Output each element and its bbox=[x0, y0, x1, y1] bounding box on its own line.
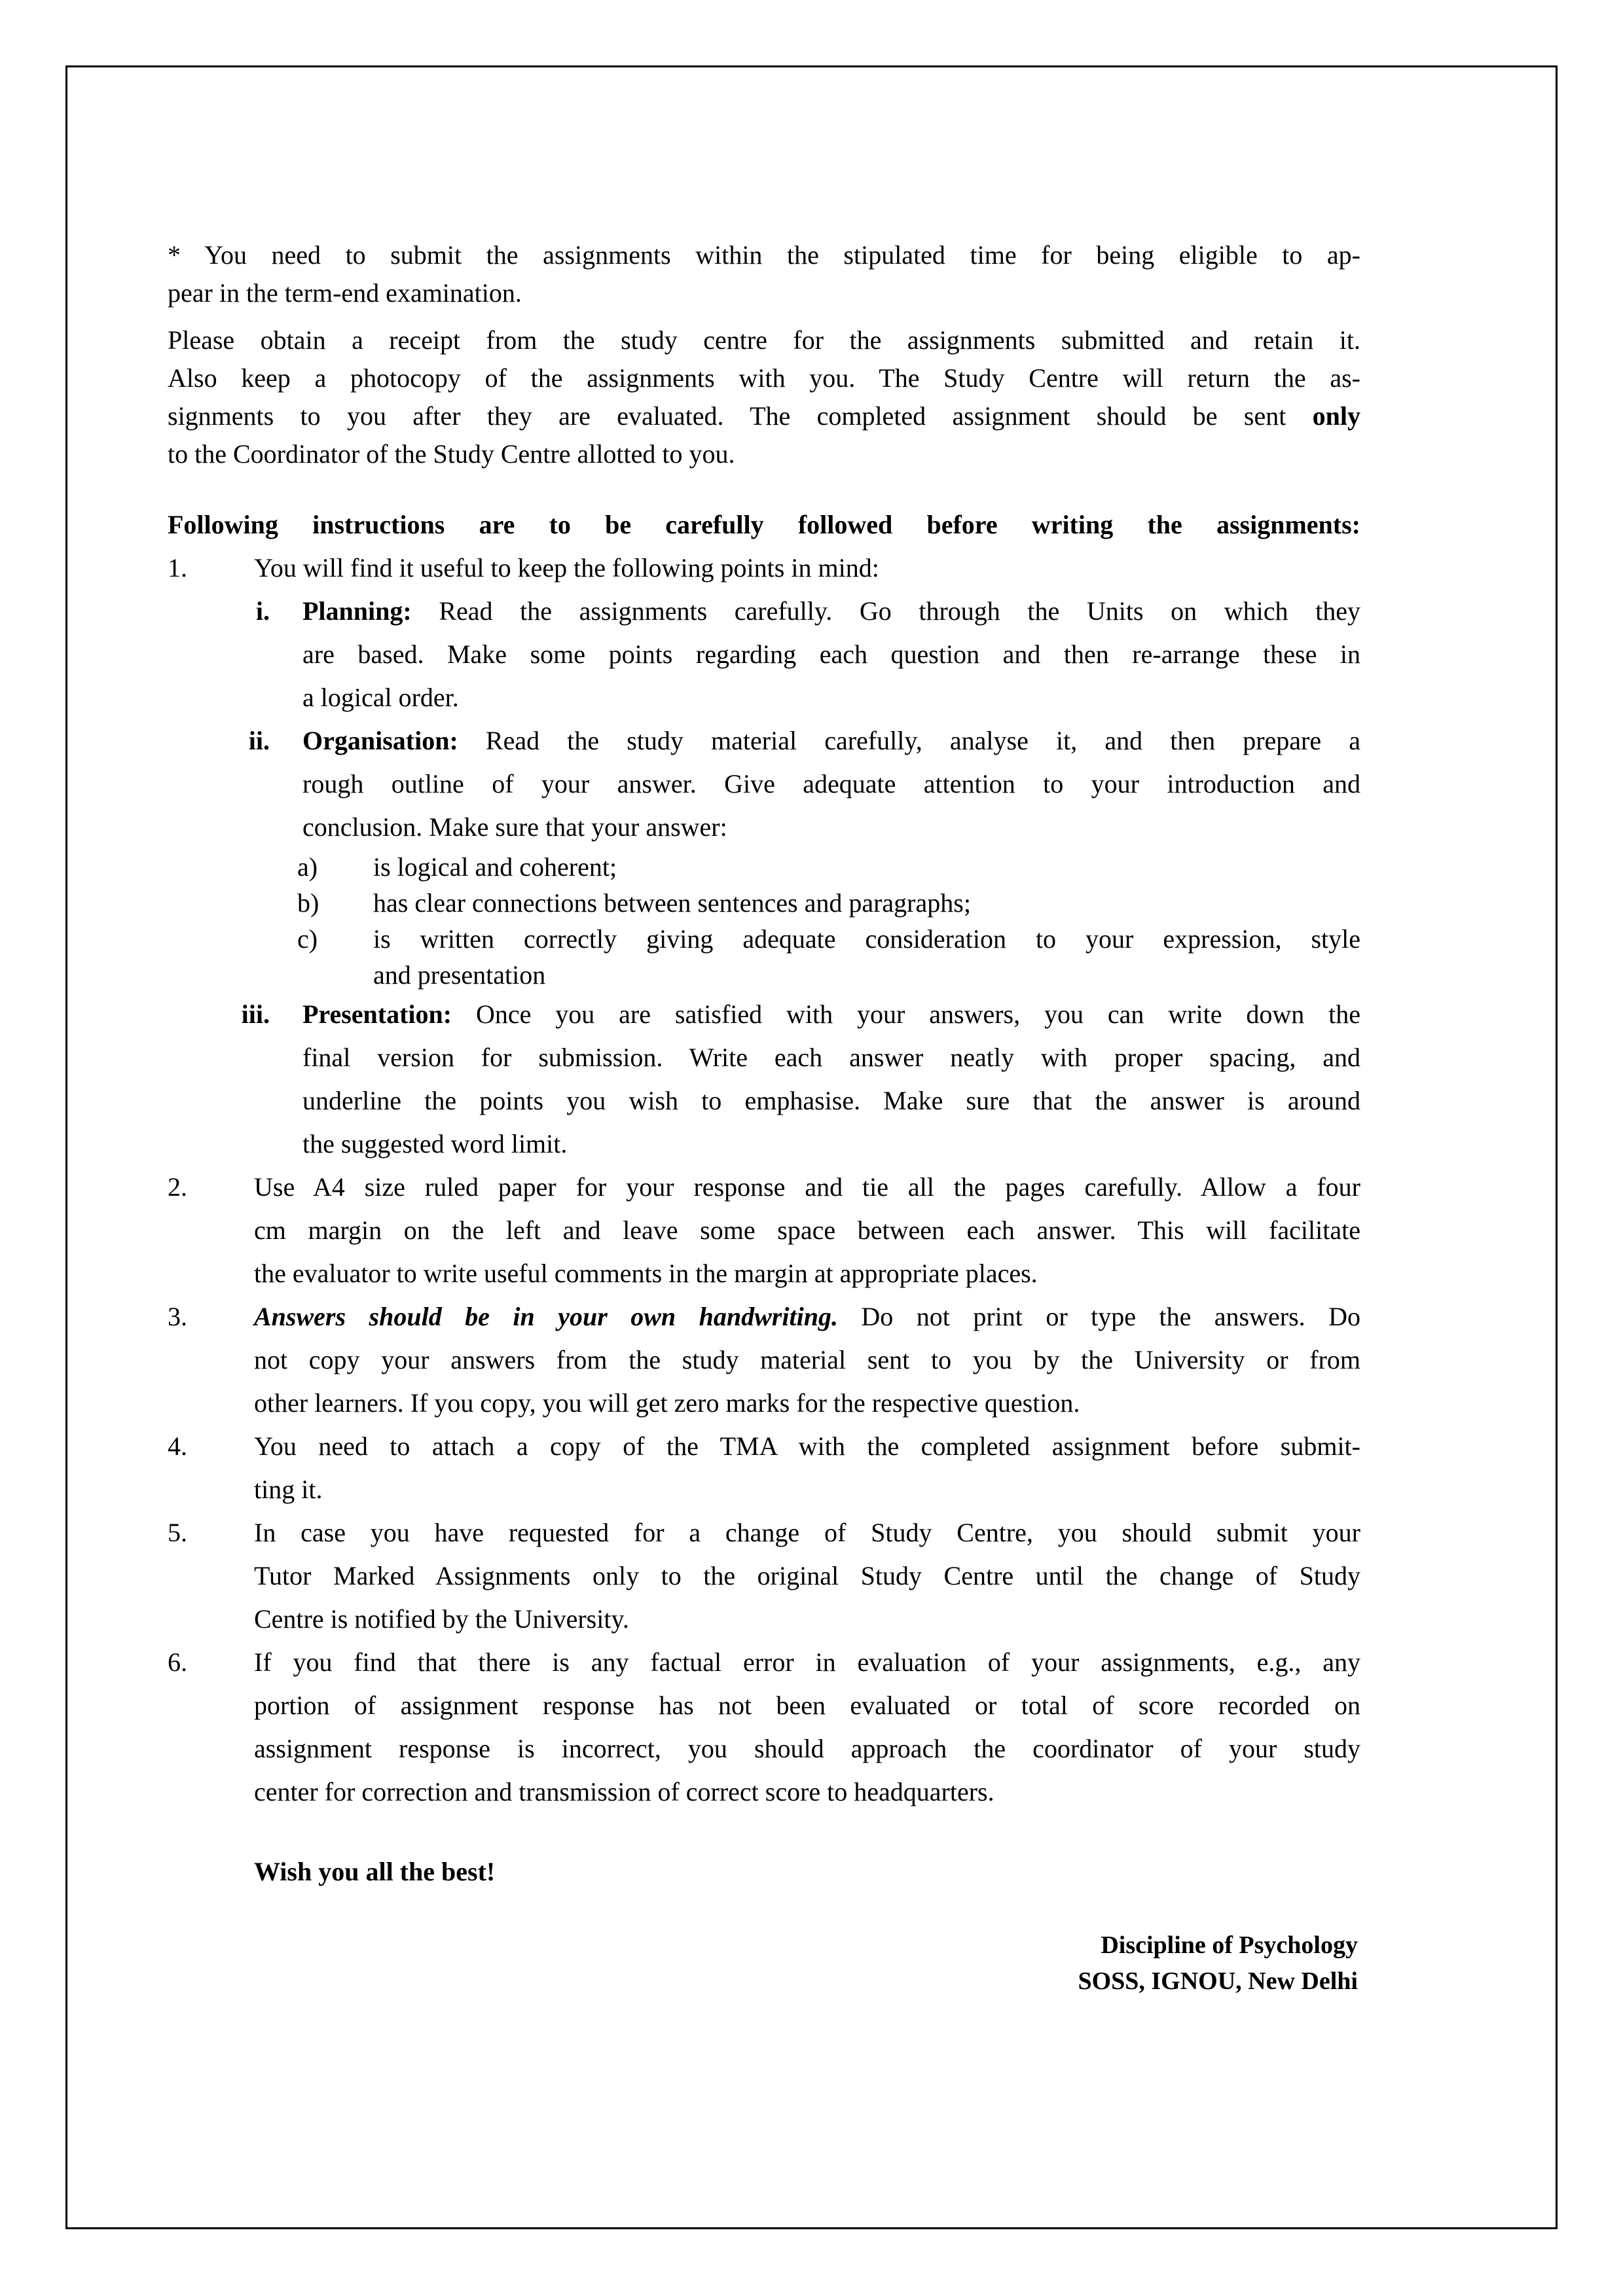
text-line bbox=[168, 397, 1360, 435]
point-c bbox=[168, 921, 1360, 993]
text-lines bbox=[254, 1425, 1360, 1511]
instructions-heading bbox=[168, 503, 1360, 547]
text-segment: signments to you after they are evaluated. The completed assignment should be sent bbox=[168, 401, 1313, 431]
signature-line: Discipline of Psychology bbox=[1101, 1931, 1358, 1959]
text-segment: underline the points you wish to emphasise. Make sure that the answer is around bbox=[302, 1086, 1360, 1115]
text-line bbox=[254, 1209, 1360, 1252]
list-marker bbox=[168, 1511, 254, 1554]
text-segment: to the Coordinator of the Study Centre allotted to you. bbox=[168, 439, 735, 469]
text-segment: a logical order. bbox=[302, 683, 459, 712]
text-segment: conclusion. Make sure that your answer: bbox=[302, 812, 727, 842]
text-line bbox=[254, 1684, 1360, 1727]
signature-line: SOSS, IGNOU, New Delhi bbox=[1078, 1967, 1358, 1995]
list-marker bbox=[297, 885, 373, 921]
document-body bbox=[168, 236, 1360, 1893]
text-segment: In case you have requested for a change of Study Centre, you should submit your bbox=[254, 1518, 1360, 1547]
text-lines bbox=[373, 921, 1360, 993]
text-lines bbox=[254, 547, 1360, 590]
text-line bbox=[254, 1641, 1360, 1684]
instruction-6 bbox=[168, 1641, 1360, 1814]
list-marker bbox=[168, 547, 254, 590]
text-segment: Presentation: bbox=[302, 999, 452, 1029]
text-line bbox=[168, 503, 1360, 547]
text-line bbox=[254, 1382, 1360, 1425]
text-segment: is written correctly giving adequate consideration to your expression, style bbox=[373, 924, 1360, 954]
text-segment: Use A4 size ruled paper for your response and tie all the pages carefully. Allow a four bbox=[254, 1172, 1360, 1202]
text-line bbox=[302, 762, 1360, 806]
text-segment: Do not print or type the answers. Do bbox=[837, 1302, 1360, 1331]
text-line bbox=[302, 993, 1360, 1036]
text-line bbox=[373, 957, 1360, 993]
instruction-2 bbox=[168, 1166, 1360, 1295]
text-line bbox=[302, 1036, 1360, 1079]
text-segment: has clear connections between sentences and paragraphs; bbox=[373, 888, 971, 918]
text-lines bbox=[373, 885, 1360, 921]
text-lines bbox=[302, 993, 1360, 1166]
sub-item-planning bbox=[168, 590, 1360, 719]
text-lines bbox=[254, 1641, 1360, 1814]
text-segment: only bbox=[1312, 401, 1360, 431]
text-line bbox=[254, 1252, 1360, 1295]
list-marker-text: 6. bbox=[168, 1647, 187, 1677]
text-line bbox=[254, 1598, 1360, 1641]
text-segment: pear in the term-end examination. bbox=[168, 278, 522, 308]
instruction-5 bbox=[168, 1511, 1360, 1641]
text-segment: Read the study material carefully, analyse it, and then prepare a bbox=[458, 726, 1360, 755]
text-segment: Following instructions are to be carefully followed before writing the assignments: bbox=[168, 510, 1360, 539]
text-line bbox=[254, 1166, 1360, 1209]
text-segment: Planning: bbox=[302, 596, 412, 626]
text-segment: You need to attach a copy of the TMA with the completed assignment before submit- bbox=[254, 1431, 1360, 1461]
text-line bbox=[302, 1079, 1360, 1122]
list-marker-text: i. bbox=[255, 596, 270, 626]
text-segment: Also keep a photocopy of the assignments with you. The Study Centre will return the as- bbox=[168, 363, 1360, 393]
text-segment: rough outline of your answer. Give adequate attention to your introduction and bbox=[302, 769, 1360, 798]
text-segment: Answers should be in your own handwriting. bbox=[254, 1302, 838, 1331]
list-marker bbox=[168, 1425, 254, 1468]
text-lines bbox=[373, 849, 1360, 885]
point-b bbox=[168, 885, 1360, 921]
text-line bbox=[254, 1850, 1360, 1893]
signature-block bbox=[168, 1928, 1360, 2000]
text-line bbox=[302, 806, 1360, 849]
text-line bbox=[254, 1727, 1360, 1770]
text-line bbox=[254, 1338, 1360, 1382]
list-marker bbox=[168, 1641, 254, 1684]
text-line bbox=[168, 236, 1360, 274]
list-marker bbox=[168, 1295, 254, 1338]
text-segment: If you find that there is any factual error in evaluation of your assignments, e.g., any bbox=[254, 1647, 1360, 1677]
note-receipt bbox=[168, 321, 1360, 473]
text-line bbox=[302, 1122, 1360, 1166]
list-marker-text: 4. bbox=[168, 1431, 187, 1461]
text-line bbox=[373, 849, 1360, 885]
text-lines bbox=[168, 503, 1360, 547]
text-segment: Wish you all the best! bbox=[254, 1857, 496, 1886]
text-segment: cm margin on the left and leave some space between each answer. This will facilitate bbox=[254, 1215, 1360, 1245]
text-segment: You will find it useful to keep the following points in mind: bbox=[254, 553, 879, 583]
list-marker-text: ii. bbox=[248, 726, 270, 755]
list-marker-text: 1. bbox=[168, 553, 187, 583]
text-segment: Centre is notified by the University. bbox=[254, 1604, 629, 1634]
text-segment: Tutor Marked Assignments only to the original Study Centre until the change of Study bbox=[254, 1561, 1360, 1590]
text-segment: other learners. If you copy, you will get zero marks for the respective question. bbox=[254, 1388, 1080, 1418]
text-segment: the suggested word limit. bbox=[302, 1129, 568, 1158]
text-lines bbox=[254, 1295, 1360, 1425]
text-line bbox=[254, 1554, 1360, 1598]
text-lines bbox=[168, 321, 1360, 473]
text-line bbox=[302, 719, 1360, 762]
instruction-4 bbox=[168, 1425, 1360, 1511]
list-marker-text: b) bbox=[297, 888, 319, 918]
text-line bbox=[168, 435, 1360, 473]
list-marker bbox=[297, 921, 373, 957]
text-segment: are based. Make some points regarding each question and then re-arrange these in bbox=[302, 639, 1360, 669]
text-segment: the evaluator to write useful comments in the margin at appropriate places. bbox=[254, 1259, 1038, 1288]
text-lines bbox=[302, 719, 1360, 849]
list-marker bbox=[297, 849, 373, 885]
text-line bbox=[254, 1770, 1360, 1814]
text-line bbox=[254, 547, 1360, 590]
text-lines bbox=[254, 1850, 1360, 1893]
text-segment: not copy your answers from the study material sent to you by the University or from bbox=[254, 1345, 1360, 1374]
instruction-1 bbox=[168, 547, 1360, 590]
closing-wish bbox=[168, 1850, 1360, 1893]
list-marker-text: a) bbox=[297, 852, 318, 882]
list-marker bbox=[248, 719, 302, 762]
document-content bbox=[168, 236, 1360, 2000]
text-line bbox=[254, 1425, 1360, 1468]
text-line bbox=[302, 633, 1360, 676]
list-marker bbox=[168, 1166, 254, 1209]
list-marker bbox=[254, 590, 302, 633]
text-segment: ting it. bbox=[254, 1475, 323, 1504]
note-eligibility bbox=[168, 236, 1360, 312]
list-marker-text: 3. bbox=[168, 1302, 187, 1331]
text-line bbox=[168, 359, 1360, 397]
text-segment: Once you are satisfied with your answers, you can write down the bbox=[452, 999, 1360, 1029]
text-line bbox=[254, 1295, 1360, 1338]
text-segment: assignment response is incorrect, you should approach the coordinator of your study bbox=[254, 1734, 1360, 1763]
text-segment: and presentation bbox=[373, 960, 546, 990]
point-a bbox=[168, 849, 1360, 885]
text-line bbox=[373, 885, 1360, 921]
text-lines bbox=[168, 236, 1360, 312]
text-line bbox=[254, 1511, 1360, 1554]
list-marker-text: iii. bbox=[241, 999, 270, 1029]
text-segment: * You need to submit the assignments within the stipulated time for being eligible to ap- bbox=[168, 240, 1360, 270]
instruction-3 bbox=[168, 1295, 1360, 1425]
text-line bbox=[302, 676, 1360, 719]
text-line bbox=[168, 274, 1360, 312]
text-lines bbox=[302, 590, 1360, 719]
list-marker-text: c) bbox=[297, 924, 318, 954]
list-marker-text: 5. bbox=[168, 1518, 187, 1547]
text-line bbox=[168, 321, 1360, 359]
text-line bbox=[302, 590, 1360, 633]
text-line bbox=[373, 921, 1360, 957]
text-segment: portion of assignment response has not been evaluated or total of score recorded on bbox=[254, 1691, 1360, 1720]
text-lines bbox=[254, 1511, 1360, 1641]
list-marker-text: 2. bbox=[168, 1172, 187, 1202]
text-segment: Organisation: bbox=[302, 726, 458, 755]
text-segment: Read the assignments carefully. Go through the Units on which they bbox=[411, 596, 1360, 626]
text-segment: final version for submission. Write each answer neatly with proper spacing, and bbox=[302, 1043, 1360, 1072]
sub-item-presentation bbox=[168, 993, 1360, 1166]
text-line bbox=[254, 1468, 1360, 1511]
sub-item-organisation bbox=[168, 719, 1360, 849]
list-marker bbox=[241, 993, 302, 1036]
text-segment: is logical and coherent; bbox=[373, 852, 617, 882]
text-lines bbox=[254, 1166, 1360, 1295]
text-segment: center for correction and transmission of correct score to headquarters. bbox=[254, 1777, 994, 1806]
text-segment: Please obtain a receipt from the study centre for the assignments submitted and retain it. bbox=[168, 325, 1360, 355]
